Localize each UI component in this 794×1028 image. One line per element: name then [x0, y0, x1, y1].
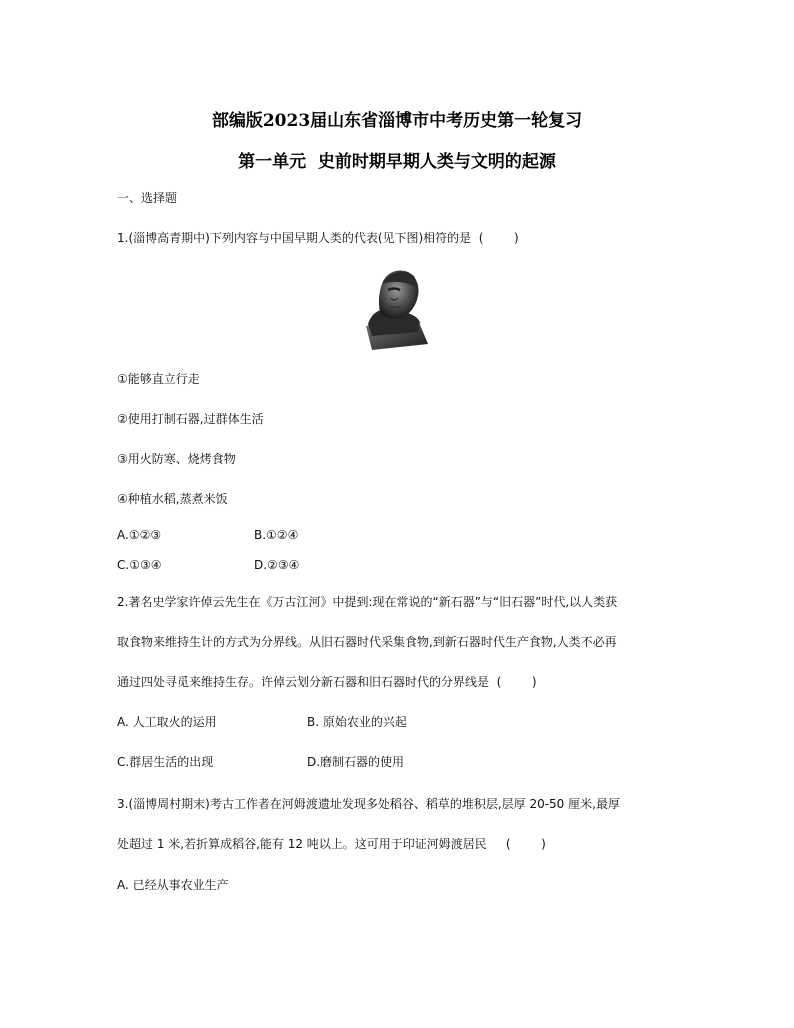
section-heading: 一、选择题: [117, 191, 178, 205]
question-1-stem: 1.(淄博高青期中)下列内容与中国早期人类的代表(见下图)相符的是 ( ): [117, 231, 519, 245]
question-1-item: ②使用打制石器,过群体生活: [117, 412, 264, 426]
question-3-line: 3.(淄博周村期末)考古工作者在河姆渡遗址发现多处稻谷、稻草的堆积层,层厚 20-50 厘米,最厚: [117, 797, 620, 811]
question-2-option-b: B. 原始农业的兴起: [307, 715, 407, 729]
question-1-option-b: B.①②④: [254, 528, 299, 542]
question-1-item: ③用火防寒、烧烤食物: [117, 452, 236, 466]
question-3-option-a: A. 已经从事农业生产: [117, 878, 229, 892]
question-2-line: 2.著名史学家许倬云先生在《万古江河》中提到:现在常说的“新石器”与“旧石器”时代,以人类获: [117, 595, 618, 609]
question-2-line: 通过四处寻觅来维持生存。许倬云划分新石器和旧石器时代的分界线是 ( ): [117, 675, 537, 689]
question-2-line: 取食物来维持生计的方式为分界线。从旧石器时代采集食物,到新石器时代生产食物,人类不必再: [117, 635, 617, 649]
question-1-option-c: C.①③④: [117, 558, 162, 572]
question-1-item: ①能够直立行走: [117, 372, 200, 386]
document-title: 部编版2023届山东省淄博市中考历史第一轮复习: [211, 111, 583, 131]
question-2-option-c: C.群居生活的出现: [117, 755, 214, 769]
unit-title: 第一单元 史前时期早期人类与文明的起源: [238, 152, 556, 172]
question-2-option-a: A. 人工取火的运用: [117, 715, 217, 729]
early-human-bust-image: [358, 262, 430, 352]
question-1-item: ④种植水稻,蒸煮米饭: [117, 492, 228, 506]
question-1-option-a: A.①②③: [117, 528, 162, 542]
question-2-option-d: D.磨制石器的使用: [307, 755, 405, 769]
question-1-option-d: D.②③④: [254, 558, 300, 572]
question-3-line: 处超过 1 米,若折算成稻谷,能有 12 吨以上。这可用于印证河姆渡居民 ( ): [117, 837, 546, 851]
